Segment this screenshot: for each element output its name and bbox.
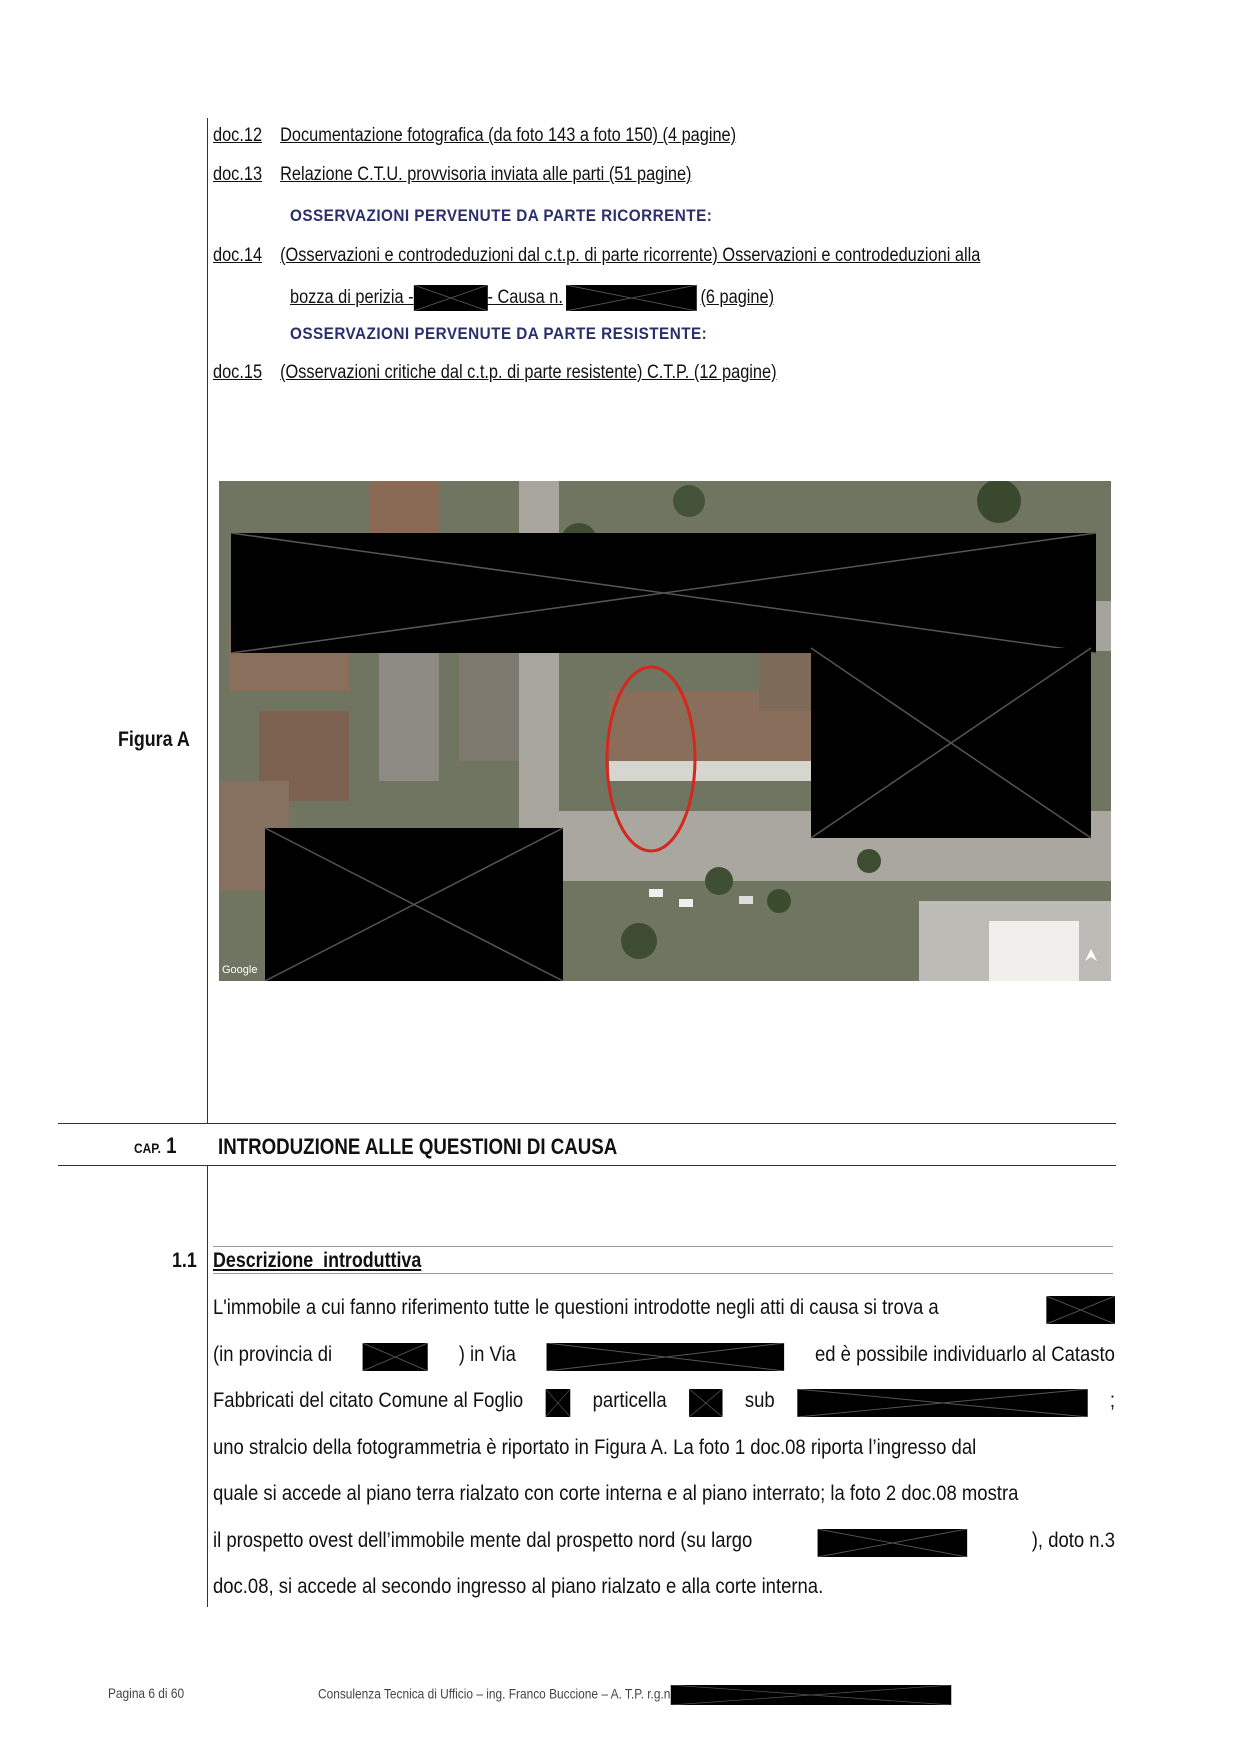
- redaction-box: [547, 1343, 785, 1371]
- body-line-3: [213, 1389, 1115, 1417]
- chapter-bottom-rule: [58, 1165, 1116, 1166]
- body-line-4: [213, 1436, 1007, 1460]
- body-line-2: [213, 1343, 1115, 1371]
- observations-heading-resistente: OSSERVAZIONI PERVENUTE DA PARTE RESISTENTE:: [290, 324, 708, 343]
- chapter-prefix: CAP.: [134, 1140, 161, 1156]
- redaction-box: [414, 285, 488, 311]
- doc-code: doc.15: [213, 362, 263, 383]
- redaction-box: [231, 533, 1096, 653]
- section-top-rule: [213, 1246, 1113, 1247]
- body-line-6: [213, 1529, 1115, 1557]
- body-text: uno stralcio della fotogrammetria è riportato in Figura A. La foto 1 doc.08 riporta l’ingresso dal: [213, 1436, 977, 1459]
- figure-label: Figura A: [118, 728, 190, 751]
- body-text: particella: [592, 1389, 667, 1412]
- chapter-num: 1: [166, 1133, 177, 1158]
- body-text: sub: [744, 1389, 775, 1412]
- doc-entry-12: [213, 125, 736, 147]
- observations-heading-ricorrente: OSSERVAZIONI PERVENUTE DA PARTE RICORRENTE:: [290, 206, 713, 225]
- redaction-box: [265, 828, 563, 981]
- chapter-number: [134, 1133, 177, 1159]
- doc-text: Documentazione fotografica (da foto 143 a foto 150) (4 pagine): [280, 125, 737, 146]
- body-line-1: [213, 1296, 1007, 1324]
- doc-text: - Causa n.: [487, 287, 563, 309]
- redaction-box: [811, 648, 1091, 838]
- redaction-box: [546, 1389, 571, 1417]
- doc-code: doc.12: [213, 125, 263, 146]
- body-text: il prospetto ovest dell’immobile mente dal prospetto nord (su largo: [213, 1529, 753, 1552]
- body-text: ) in Via: [458, 1343, 516, 1366]
- chapter-title: INTRODUZIONE ALLE QUESTIONI DI CAUSA: [218, 1134, 618, 1159]
- footer-caption: [318, 1685, 951, 1705]
- body-text: L'immobile a cui fanno riferimento tutte le questioni introdotte negli atti di causa si trova a: [213, 1296, 939, 1319]
- doc-entry-14-continued: [290, 285, 774, 311]
- chapter-top-rule: [58, 1123, 1116, 1124]
- doc-entry-15: [213, 362, 777, 384]
- doc-text: (Osservazioni e controdeduzioni dal c.t.p. di parte ricorrente) Osservazioni e controdeduzioni alla: [280, 245, 981, 266]
- redaction-box: [1046, 1296, 1115, 1324]
- redaction-box: [689, 1389, 722, 1417]
- doc-code: doc.13: [213, 164, 263, 185]
- redaction-box: [363, 1343, 428, 1371]
- margin-rule-top: [207, 118, 208, 1123]
- footer-caption-text: Consulenza Tecnica di Ufficio – ing. Franco Buccione – A. T.P. r.g.n: [318, 1685, 671, 1702]
- section-number: 1.1: [172, 1249, 197, 1272]
- redaction-box: [797, 1389, 1087, 1417]
- map-watermark: Google: [222, 964, 258, 976]
- body-text: ;: [1109, 1389, 1115, 1412]
- doc-code: doc.14: [213, 245, 263, 266]
- section-title: Descrizione introduttiva: [213, 1249, 422, 1272]
- redaction-box: [817, 1529, 967, 1557]
- body-text: ed è possibile individuarlo al Catasto: [814, 1343, 1115, 1366]
- body-line-5: [213, 1482, 1019, 1506]
- redaction-box: [566, 285, 697, 311]
- body-text: ), doto n.3: [1031, 1529, 1115, 1552]
- footer-page-number: Pagina 6 di 60: [108, 1685, 185, 1701]
- doc-text: (6 pagine): [700, 287, 775, 309]
- body-text: quale si accede al piano terra rialzato con corte interna e al piano interrato; la foto 2 doc.08 mostra: [213, 1482, 1019, 1505]
- aerial-photo-figure: [219, 481, 1111, 981]
- margin-rule-bottom: [207, 1165, 208, 1607]
- doc-entry-13: [213, 164, 692, 186]
- body-text: doc.08, si accede al secondo ingresso al piano rialzato e alla corte interna.: [213, 1575, 824, 1598]
- body-line-7: [213, 1575, 1007, 1599]
- doc-text: Relazione C.T.U. provvisoria inviata alle parti (51 pagine): [280, 164, 692, 185]
- section-bottom-rule: [213, 1273, 1113, 1274]
- doc-text: bozza di perizia -: [290, 287, 414, 309]
- doc-text: (Osservazioni critiche dal c.t.p. di parte resistente) C.T.P. (12 pagine): [280, 362, 777, 383]
- doc-entry-14: [213, 245, 980, 267]
- body-text: (in provincia di: [213, 1343, 333, 1366]
- aerial-photo: [219, 481, 1111, 981]
- body-text: Fabbricati del citato Comune al Foglio: [213, 1389, 524, 1412]
- redaction-box: [670, 1685, 951, 1705]
